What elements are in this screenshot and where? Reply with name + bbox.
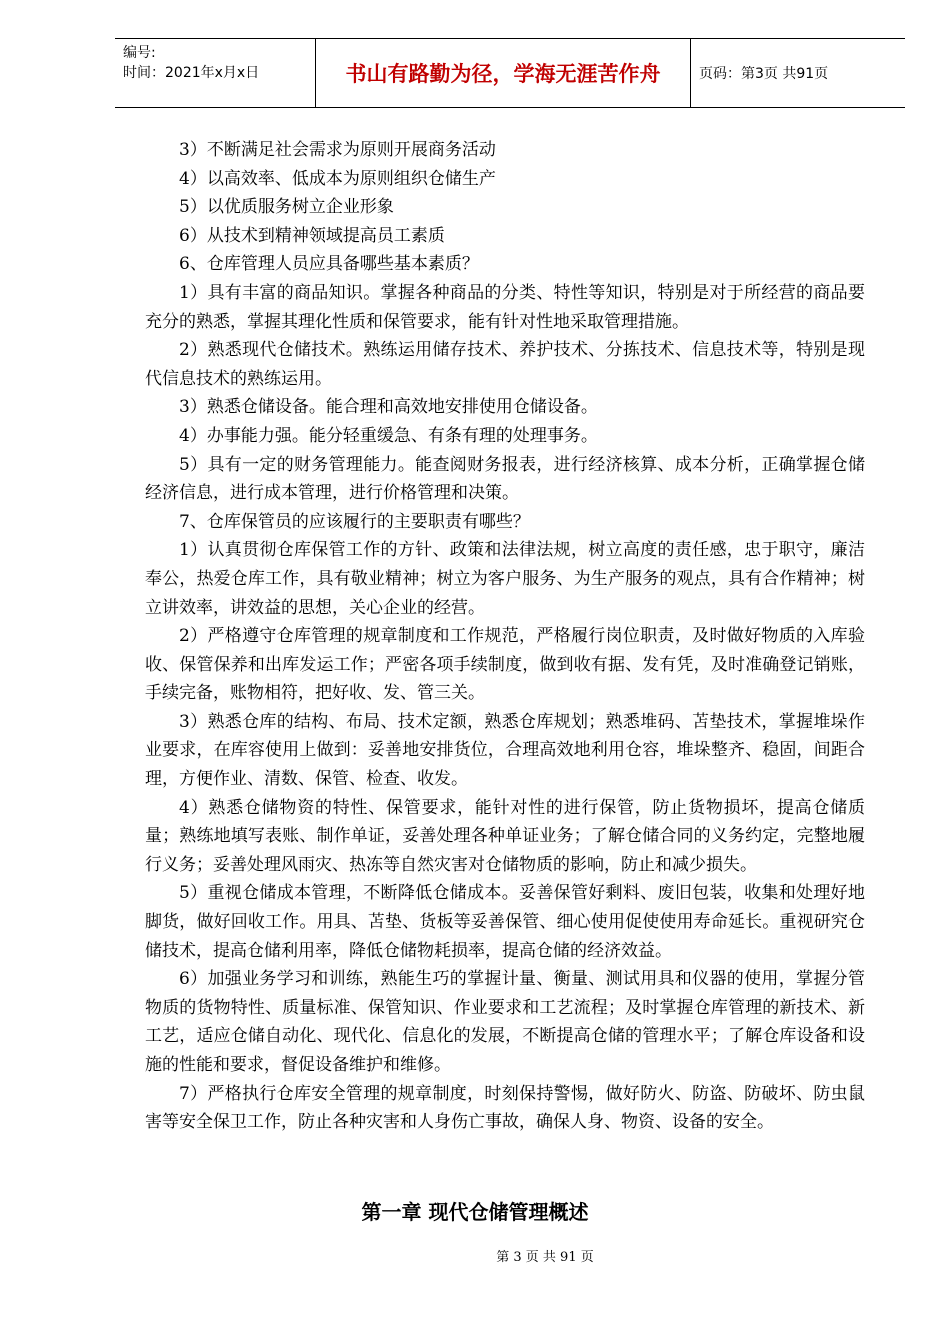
- paragraph: 2）熟悉现代仓储技术。熟练运用储存技术、养护技术、分拣技术、信息技术等，特别是现代信息技术的熟练运用。: [145, 340, 865, 389]
- paragraph: 3）熟悉仓储设备。能合理和高效地安排使用仓储设备。: [179, 397, 598, 418]
- paragraph: 1）具有丰富的商品知识。掌握各种商品的分类、特性等知识，特别是对于所经营的商品要充分的熟悉，掌握其理化性质和保管要求，能有针对性地采取管理措施。: [145, 282, 865, 332]
- paragraph: 1）认真贯彻仓库保管工作的方针、政策和法律法规，树立高度的责任感，忠于职守，廉洁奉公，热爱仓库工作，具有敬业精神；树立为客户服务、为生产服务的观点，具有合作精神；树立讲效率，讲效益的思想，关心企业的经营。: [145, 540, 865, 618]
- paragraph: 6）加强业务学习和训练，熟能生巧的掌握计量、衡量、测试用具和仪器的使用，掌握分管物质的货物特性、质量标准、保管知识、作业要求和工艺流程；及时掌握仓库管理的新技术、新工艺，适应仓储自动化、现代化、信息化的发展，不断提高仓储的管理水平；了解仓库设备和设施的性能和要求，督促设备维护和维修。: [145, 969, 865, 1075]
- paragraph: 6）从技术到精神领域提高员工素质: [179, 225, 445, 246]
- header-motto: 书山有路勤为径，学海无涯苦作舟: [315, 39, 691, 107]
- header-meta: [115, 39, 315, 107]
- question-heading: 6、仓库管理人员应具备哪些基本素质？: [179, 254, 479, 275]
- paragraph: 4）以高效率、低成本为原则组织仓储生产: [179, 168, 496, 189]
- document-body: [145, 136, 865, 1137]
- chapter-title: 第一章 现代仓储管理概述: [361, 1200, 589, 1224]
- paragraph: 5）以优质服务树立企业形象: [179, 197, 394, 218]
- paragraph: 4）办事能力强。能分轻重缓急、有条有理的处理事务。: [179, 425, 598, 446]
- paragraph: 5）具有一定的财务管理能力。能查阅财务报表，进行经济核算、成本分析，正确掌握仓储经济信息，进行成本管理，进行价格管理和决策。: [145, 454, 865, 504]
- paragraph: 3）不断满足社会需求为原则开展商务活动: [179, 140, 496, 160]
- question-heading: 7、仓库保管员的应该履行的主要职责有哪些？: [179, 511, 530, 532]
- page-header: [115, 38, 905, 108]
- paragraph: 2）严格遵守仓库管理的规章制度和工作规范，严格履行岗位职责，及时做好物质的入库验收、保管保养和出库发运工作；严密各项手续制度，做到收有据、发有凭，及时准确登记销账，手续完备，账物相符，把好收、发、管三关。: [145, 626, 865, 704]
- number-label: 编号:: [123, 45, 156, 61]
- paragraph: 3）熟悉仓库的结构、布局、技术定额，熟悉仓库规划；熟悉堆码、苫垫技术，掌握堆垛作业要求，在库容使用上做到：妥善地安排货位，合理高效地利用仓容，堆垛整齐、稳固，间距合理，方便作业、清数、保管、检查、收发。: [145, 711, 865, 790]
- header-page-info: 页码：第3页 共91页: [699, 66, 829, 82]
- paragraph: 4）熟悉仓储物资的特性、保管要求，能针对性的进行保管，防止货物损坏，提高仓储质量；熟练地填写表账、制作单证，妥善处理各种单证业务；了解仓储合同的义务约定，完整地履行义务；妥善处理风雨灾、热冻等自然灾害对仓储物质的影响，防止和减少损失。: [145, 797, 865, 875]
- paragraph: 7）严格执行仓库安全管理的规章制度，时刻保持警惕，做好防火、防盗、防破坏、防虫鼠害等安全保卫工作，防止各种灾害和人身伤亡事故，确保人身、物资、设备的安全。: [145, 1083, 865, 1133]
- page-footer: 第 3 页 共 91 页: [496, 1250, 594, 1265]
- time-label: 时间：2021年x月x日: [123, 65, 260, 81]
- paragraph: 5）重视仓储成本管理，不断降低仓储成本。妥善保管好剩料、废旧包装，收集和处理好地脚货，做好回收工作。用具、苫垫、货板等妥善保管、细心使用促使使用寿命延长。重视研究仓储技术，提高仓储利用率，降低仓储物耗损率，提高仓储的经济效益。: [145, 883, 865, 961]
